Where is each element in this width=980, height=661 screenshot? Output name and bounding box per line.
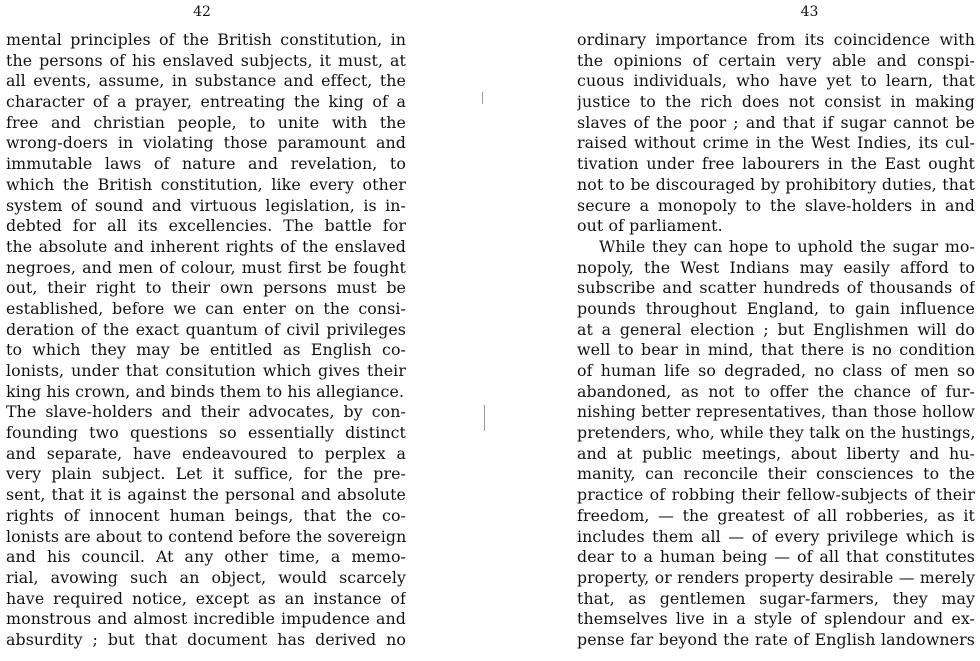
text-line: slaves of the poor ; and that if sugar cannot be [577, 112, 975, 132]
text-line: subscribe and scatter hundreds of thousands of [577, 278, 975, 298]
text-line: justice to the rich does not consist in making [577, 92, 975, 112]
text-line: out, their right to their own persons must be [6, 278, 406, 298]
text-line: that, as gentlemen sugar-farmers, they may [577, 588, 975, 608]
text-line: and at public meetings, about liberty and hu- [577, 443, 975, 463]
text-line: includes them all — of every privilege which is [577, 526, 975, 546]
text-line: at a general election ; but Englishmen will do [577, 319, 975, 339]
gutter-mark [484, 405, 485, 431]
text-line: rights of innocent human beings, that the co- [6, 505, 406, 525]
text-line: of human life so degraded, no class of men so [577, 361, 975, 380]
text-line: character of a prayer, entreating the king of a [6, 92, 406, 112]
text-line: While they can hope to uphold the sugar mo- [599, 236, 975, 256]
text-line: out of parliament. [577, 216, 723, 236]
page-number-right: 43 [800, 4, 819, 20]
text-line: lonists, under that consitution which gives their [6, 361, 406, 380]
text-line: and separate, have endeavoured to perplex a [6, 443, 406, 463]
text-line: dear to a human being — of all that constitutes [577, 547, 975, 567]
text-line: to which they may be entitled as English co- [6, 340, 406, 360]
text-line: secure a monopoly to the slave-holders in and [577, 195, 975, 215]
text-line: founding two questions so essentially distinct [6, 423, 406, 443]
text-line: pense far beyond the rate of English landowners [577, 629, 975, 649]
text-line: sent, that it is against the personal and absolute [6, 485, 406, 505]
text-line: rial, avowing such an object, would scarcely [6, 567, 406, 587]
text-line: have required notice, except as an instance of [6, 588, 406, 608]
text-line: ordinary importance from its coincidence with [577, 30, 975, 49]
text-line: monstrous and almost incredible impudence and [6, 609, 406, 629]
text-line: absurdity ; but that document has derived no [6, 629, 406, 649]
text-line: deration of the exact quantum of civil privileges [6, 319, 406, 339]
text-line: debted for all its excellencies. The battle for [6, 216, 406, 236]
gutter-mark [482, 92, 483, 104]
text-line: the opinions of certain very able and conspi- [577, 50, 975, 70]
text-line: practice of robbing their fellow-subjects of their [577, 485, 975, 505]
right-page-text [577, 30, 975, 651]
text-line: established, before we can enter on the consi- [6, 298, 406, 318]
text-line: the absolute and inherent rights of the enslaved [6, 236, 406, 256]
right-page [491, 0, 980, 661]
left-page [0, 0, 488, 661]
text-line: immutable laws of nature and revelation, to [6, 154, 406, 174]
text-line: and his council. At any other time, a memo- [6, 547, 406, 567]
text-line: king his crown, and binds them to his allegiance. [6, 381, 405, 401]
text-line: cuous individuals, who have yet to learn, that [577, 71, 975, 91]
text-line: system of sound and virtuous legislation, is in- [6, 195, 406, 215]
text-line: not to be discouraged by prohibitory duties, that [577, 174, 975, 194]
text-line: nishing better representatives, than those hollow [577, 403, 975, 422]
text-line: property, or renders property desirable — merely [577, 568, 975, 587]
text-line: mental principles of the British constitution, in [6, 30, 406, 49]
text-line: very plain subject. Let it suffice, for the pre- [6, 464, 406, 484]
text-line: nopoly, the West Indians may easily afford to [577, 257, 975, 277]
text-line: free and christian people, to unite with the [6, 112, 406, 132]
text-line: manity, can reconcile their consciences to the [577, 464, 975, 484]
text-line: themselves live in a style of splendour and ex- [577, 609, 975, 629]
text-line: pretenders, who, while they talk on the hustings, [577, 423, 975, 443]
text-line: freedom, — the greatest of all robberies, as it [577, 505, 975, 525]
left-page-text [6, 30, 406, 651]
text-line: all events, assume, in substance and effect, the [6, 71, 406, 91]
text-line: raised without crime in the West Indies, its cul- [577, 133, 975, 153]
text-line: wrong-doers in violating those paramount and [6, 133, 406, 153]
text-line: tivation under free labourers in the East ought [577, 154, 975, 174]
page-number-left: 42 [193, 4, 211, 20]
text-line: well to bear in mind, that there is no condition [577, 340, 975, 360]
text-line: which the British constitution, like every other [6, 174, 406, 194]
text-line: lonists are about to contend before the sovereign [6, 526, 406, 546]
text-line: pounds throughout England, to gain influence [577, 298, 975, 318]
text-line: the persons of his enslaved subjects, it must, at [6, 50, 406, 70]
text-line: negroes, and men of colour, must first be fought [6, 257, 406, 277]
text-line: The slave-holders and their advocates, by con- [6, 402, 406, 422]
text-line: abandoned, as not to offer the chance of fur- [577, 381, 975, 401]
